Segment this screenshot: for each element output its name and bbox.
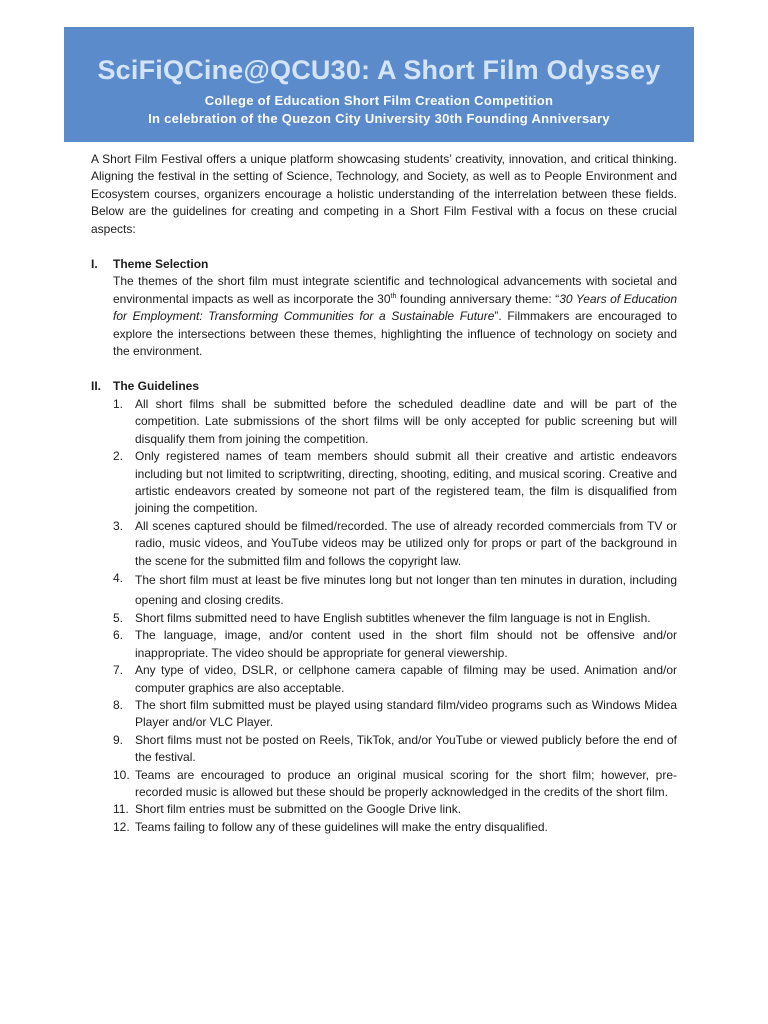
item-number: 6. xyxy=(113,628,124,643)
item-text: The short film must at least be five minutes long but not longer than ten minutes in duration, including opening and closing credits. xyxy=(135,572,677,607)
ordinal-suffix: th xyxy=(390,292,397,300)
item-number: 12. xyxy=(113,819,130,834)
item-text: The short film submitted must be played using standard film/video programs such as Windows Midea Player and/or VLC Player. xyxy=(135,697,677,730)
item-number: 11. xyxy=(113,802,129,817)
intro-paragraph: A Short Film Festival offers a unique platform showcasing students’ creativity, innovation, and critical thinking. Aligning the festival in the setting of Science, Technology, and Society, as well as to People Environment and Ecosystem courses, organizers encourage a holistic understanding of the interrelation between these fields. Below are the guidelines for creating and competing in a Short Film Festival with a focus on these crucial aspects: xyxy=(91,152,677,236)
list-item xyxy=(113,448,677,518)
item-number: 1. xyxy=(113,396,124,411)
section-theme-selection xyxy=(91,256,677,360)
item-number: 5. xyxy=(113,610,124,625)
document-title: SciFiQCine@QCU30: A Short Film Odyssey xyxy=(97,55,661,85)
item-text: Short films submitted need to have English subtitles whenever the film language is not in English. xyxy=(135,610,651,625)
list-item xyxy=(113,518,677,570)
theme-text-c: ”. Filmmakers are encouraged to explore the intersections between these themes, highlighting the influence of technology on society and the environment. xyxy=(113,309,677,359)
list-item xyxy=(113,627,677,662)
list-item xyxy=(113,767,677,802)
item-text: Short films must not be posted on Reels, TikTok, and/or YouTube or viewed publicly before the end of the festival. xyxy=(135,732,677,765)
list-item xyxy=(113,570,677,610)
list-item xyxy=(113,662,677,697)
item-text: All short films shall be submitted before the scheduled deadline date and will be part of the competition. Late submissions of the short films will be only accepted for public screening but will disqualify them from joining the competition. xyxy=(135,396,677,446)
theme-text-b: founding anniversary theme: “ xyxy=(396,291,560,306)
item-number: 9. xyxy=(113,732,124,747)
section-number: I. xyxy=(91,257,98,272)
item-number: 7. xyxy=(113,663,124,678)
list-item xyxy=(113,610,677,627)
document-subtitle-anniversary: In celebration of the Quezon City University 30th Founding Anniversary xyxy=(148,111,610,126)
guidelines-list xyxy=(91,396,677,836)
item-text: Teams are encouraged to produce an original musical scoring for the short film; however, pre-recorded music is allowed but these should be properly acknowledged in the credits of the short film. xyxy=(135,767,677,799)
item-number: 10. xyxy=(113,767,130,782)
item-text: The language, image, and/or content used in the short film should not be offensive and/or inappropriate. The video should be appropriate for general viewership. xyxy=(135,628,677,660)
item-text: Any type of video, DSLR, or cellphone camera capable of filming may be used. Animation and/or computer graphics are also acceptable. xyxy=(135,663,677,695)
document-subtitle: College of Education Short Film Creation Competition xyxy=(204,93,554,108)
list-item xyxy=(113,819,677,836)
section-guidelines xyxy=(91,378,677,836)
item-number: 2. xyxy=(113,449,124,464)
anniversary-theme: 30 Years of Education for Employment: Transforming Communities for a Sustainable Future xyxy=(113,291,678,324)
item-number: 4. xyxy=(113,570,124,585)
item-text: All scenes captured should be filmed/recorded. The use of already recorded commercials from TV or radio, music videos, and YouTube videos may be utilized only for props or part of the background in the scene for the submitted film and follows the copyright law. xyxy=(135,518,677,568)
item-text: Teams failing to follow any of these guidelines will make the entry disqualified. xyxy=(135,819,548,834)
theme-text-a: The themes of the short film must integrate scientific and technological advancements with societal and environmental impacts as well as incorporate the 30 xyxy=(113,274,677,306)
list-item xyxy=(113,801,677,818)
section-heading xyxy=(91,378,677,395)
item-number: 8. xyxy=(113,697,124,712)
item-text: Short film entries must be submitted on the Google Drive link. xyxy=(135,802,462,817)
section-title: The Guidelines xyxy=(113,379,200,394)
document-body xyxy=(91,151,677,836)
section-number: II. xyxy=(91,379,102,394)
section-heading xyxy=(91,256,677,273)
section-title: Theme Selection xyxy=(113,257,209,272)
header-banner xyxy=(64,27,694,142)
item-text: Only registered names of team members should submit all their creative and artistic endeavors including but not limited to scriptwriting, directing, shooting, editing, and musical scoring. Creative and artistic endeavors created by someone not part of the registered team, the film is disqualified from joining the competition. xyxy=(135,449,677,516)
theme-paragraph xyxy=(113,273,677,360)
item-number: 3. xyxy=(113,518,124,533)
list-item xyxy=(113,732,677,767)
list-item xyxy=(113,396,677,448)
list-item xyxy=(113,697,677,732)
